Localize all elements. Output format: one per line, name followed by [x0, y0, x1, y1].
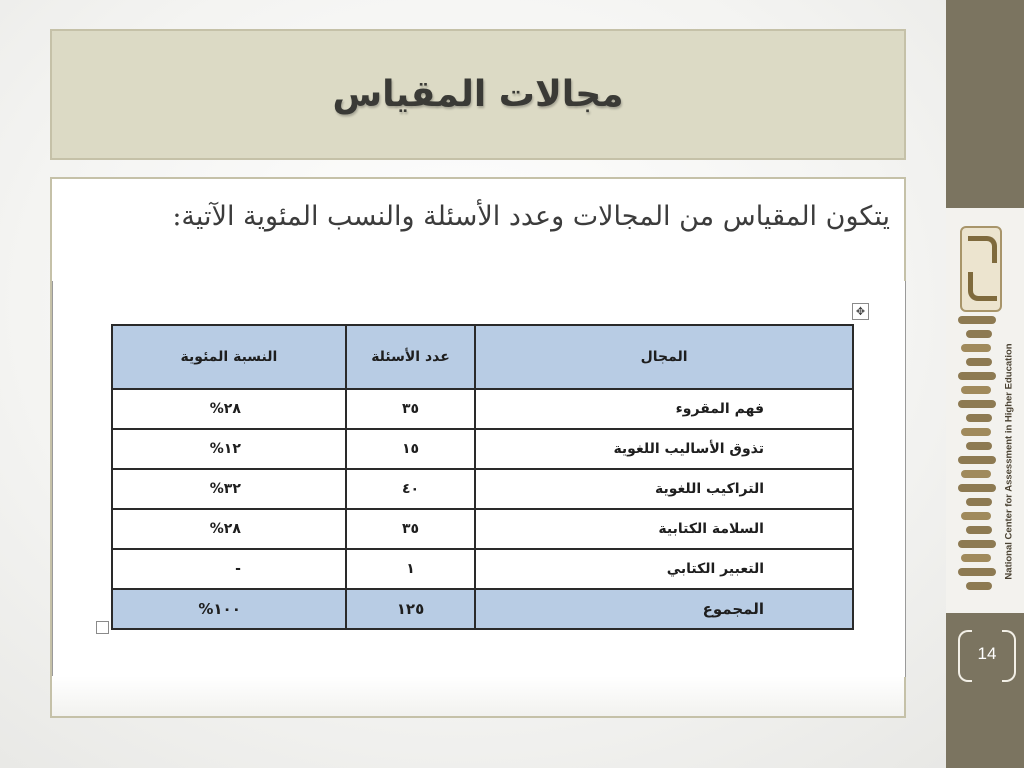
table-row — [112, 429, 853, 469]
page-number: 14 — [977, 644, 997, 663]
cell-field: السلامة الكتابية — [475, 509, 853, 549]
cell-questions: ١ — [346, 549, 475, 589]
cell-field: تذوق الأساليب اللغوية — [475, 429, 853, 469]
content-box — [50, 177, 906, 718]
table-header-row — [112, 325, 853, 389]
header-percent: النسبة المئوية — [112, 325, 346, 389]
resize-square-icon[interactable] — [96, 621, 109, 634]
table-row — [112, 549, 853, 589]
cell-field: التعبير الكتابي — [475, 549, 853, 589]
domains-table — [111, 324, 854, 630]
total-questions: ١٢٥ — [346, 589, 475, 629]
table-total-row — [112, 589, 853, 629]
qiyas-logo-icon — [960, 226, 1002, 312]
slide-title: مجالات المقياس — [332, 74, 624, 115]
total-percent: ١٠٠% — [112, 589, 346, 629]
table-row — [112, 509, 853, 549]
table-row — [112, 469, 853, 509]
cell-questions[interactable]: ٣٥ — [346, 509, 475, 549]
cell-percent: ٢٨% — [112, 509, 346, 549]
arabic-calligraphy-logo — [958, 316, 996, 606]
total-field: المجموع — [475, 589, 853, 629]
table-row — [112, 389, 853, 429]
cell-percent: ٢٨% — [112, 389, 346, 429]
cell-field: التراكيب اللغوية — [475, 469, 853, 509]
org-name-english: National Center for Assessment in Higher Education — [1003, 342, 1015, 580]
header-field: المجال — [475, 325, 853, 389]
cell-field: فهم المقروء — [475, 389, 853, 429]
header-questions: عدد الأسئلة — [346, 325, 475, 389]
cell-percent: ١٢% — [112, 429, 346, 469]
cell-percent: - — [112, 549, 346, 589]
cell-questions: ٣٥ — [346, 389, 475, 429]
logo-panel — [946, 208, 1024, 613]
page-number-badge — [958, 630, 1016, 680]
sidebar-top-strip — [946, 0, 1024, 208]
cell-percent: ٣٢% — [112, 469, 346, 509]
cell-questions: ٤٠ — [346, 469, 475, 509]
move-arrows-icon[interactable]: ✥ — [852, 303, 869, 320]
cell-questions: ١٥ — [346, 429, 475, 469]
title-box — [50, 29, 906, 160]
intro-text: يتكون المقياس من المجالات وعدد الأسئلة والنسب المئوية الآتية: — [172, 201, 890, 232]
content-footer-band — [52, 676, 904, 716]
